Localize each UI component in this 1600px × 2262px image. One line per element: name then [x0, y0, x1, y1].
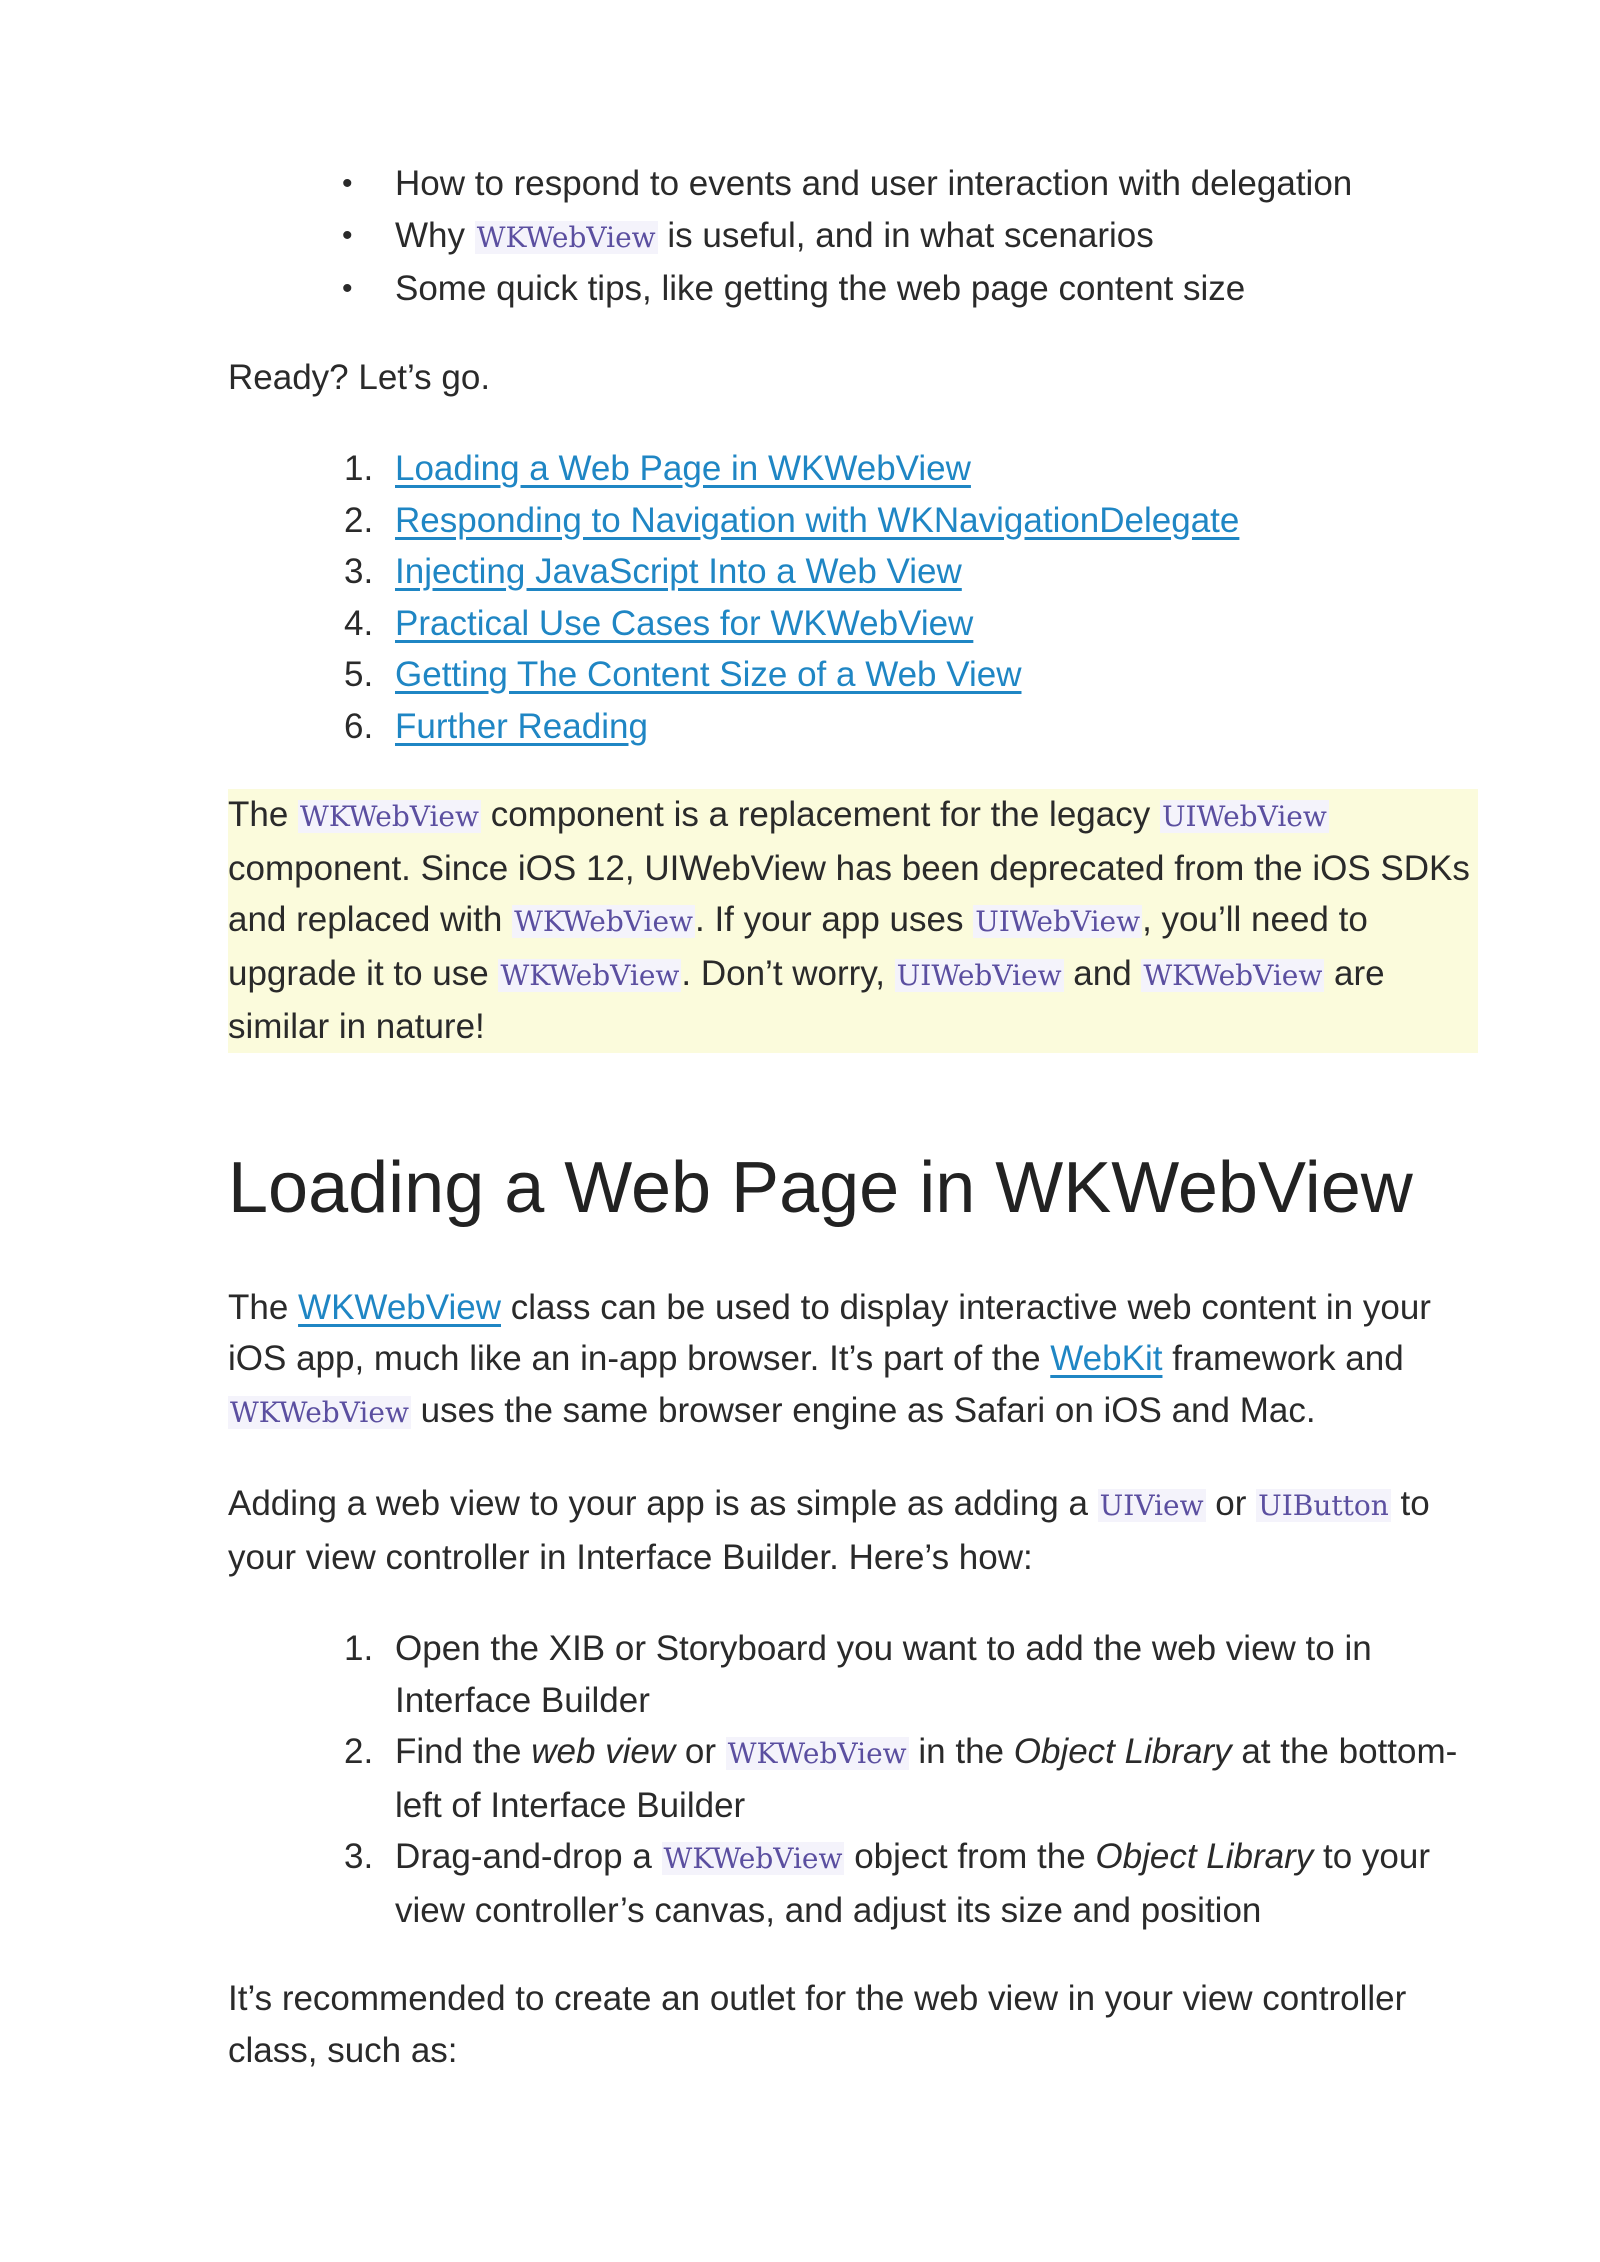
toc-item: [228, 495, 1478, 547]
callout-text: component is a replacement for the legacy: [480, 795, 1160, 834]
inline-code: UIWebView: [975, 905, 1141, 938]
adding-paragraph: [228, 1478, 1478, 1583]
callout-text: are similar in nature!: [228, 953, 1385, 1046]
toc-link-use-cases[interactable]: Practical Use Cases for WKWebView: [395, 603, 974, 643]
step-item: [228, 1726, 1478, 1831]
step-text: Drag-and-drop a: [395, 1837, 662, 1876]
inline-code: UIView: [1099, 1489, 1204, 1522]
paragraph-text: Adding a web view to your app is as simple as adding a: [228, 1484, 1098, 1523]
toc-item: [228, 443, 1478, 495]
step-number: 1.: [344, 1629, 374, 1668]
callout-text: component. Since iOS 12, UIWebView has been deprecated from the iOS SDKs and replaced with: [228, 848, 1470, 939]
toc-number: 2.: [344, 500, 374, 540]
callout-text: and: [1063, 953, 1142, 993]
toc-link-javascript[interactable]: Injecting JavaScript Into a Web View: [395, 552, 962, 591]
inline-code: UIButton: [1258, 1489, 1389, 1522]
step-text: Find the: [395, 1732, 532, 1771]
wkwebview-link[interactable]: WKWebView: [298, 1287, 501, 1327]
toc-link-navigation[interactable]: Responding to Navigation with WKNavigationDelegate: [395, 500, 1240, 540]
toc-item: [228, 546, 1478, 598]
toc-number: 5.: [344, 655, 374, 694]
webkit-link[interactable]: WebKit: [1050, 1339, 1163, 1378]
bullet-text: is useful, and in what scenarios: [657, 215, 1154, 255]
callout-note: [228, 789, 1478, 1053]
emphasis: Object Library: [1095, 1837, 1314, 1876]
paragraph-text: uses the same browser engine as Safari on iOS and Mac.: [410, 1390, 1316, 1430]
list-item: [228, 158, 1478, 210]
inline-code: WKWebView: [230, 1395, 409, 1429]
inline-code: WKWebView: [663, 1842, 843, 1875]
paragraph-text: class can be used to display interactive web content in your iOS app, much like an in-app browser. It’s part of the: [228, 1287, 1431, 1378]
steps-list: [228, 1623, 1478, 1936]
summary-bullet-list: [228, 158, 1478, 315]
toc-number: 1.: [344, 449, 374, 488]
list-item: [228, 210, 1478, 264]
bullet-text: Some quick tips, like getting the web page content size: [395, 269, 1246, 308]
paragraph-text: to your view controller in Interface Builder. Here’s how:: [228, 1484, 1430, 1577]
toc-item: [228, 598, 1478, 650]
toc-number: 3.: [344, 552, 374, 591]
inline-code: UIWebView: [1161, 800, 1327, 833]
toc-link-further-reading[interactable]: Further Reading: [395, 706, 648, 746]
toc-link-content-size[interactable]: Getting The Content Size of a Web View: [395, 655, 1022, 694]
inline-code: WKWebView: [514, 905, 693, 938]
section-heading: Loading a Web Page in WKWebView: [228, 1147, 1413, 1228]
inline-code: WKWebView: [500, 958, 680, 992]
step-text: Open the XIB or Storyboard you want to add the web view to in Interface Builder: [395, 1629, 1372, 1720]
toc-number: 6.: [344, 706, 374, 746]
paragraph-text: The: [228, 1287, 299, 1327]
emphasis: Object Library: [1013, 1732, 1232, 1771]
inline-code: UIWebView: [896, 958, 1062, 992]
step-number: 2.: [344, 1732, 374, 1771]
toc-item: [228, 701, 1478, 753]
inline-code: WKWebView: [1143, 958, 1323, 992]
callout-text: , you’ll need to upgrade it to use: [228, 900, 1368, 993]
inline-code: WKWebView: [727, 1737, 907, 1770]
list-item: [228, 263, 1478, 315]
inline-code: WKWebView: [300, 800, 479, 833]
step-text: at the bottom-left of Interface Builder: [395, 1732, 1458, 1825]
callout-text: The: [228, 795, 299, 834]
bullet-text: Why: [395, 215, 475, 255]
inline-code: WKWebView: [476, 220, 656, 254]
toc-number: 4.: [344, 603, 374, 643]
article-content: [228, 158, 1478, 2076]
emphasis: web view: [531, 1732, 676, 1771]
step-text: or: [675, 1732, 726, 1771]
step-text: object from the: [844, 1837, 1096, 1876]
paragraph-text: framework and: [1162, 1339, 1404, 1378]
table-of-contents: [228, 443, 1478, 752]
step-text: to your view controller’s canvas, and adjust its size and position: [395, 1837, 1431, 1930]
intro-paragraph: [228, 1282, 1478, 1439]
paragraph-text: or: [1205, 1484, 1257, 1523]
step-text: in the: [908, 1732, 1014, 1771]
step-number: 3.: [344, 1837, 374, 1876]
step-item: [228, 1623, 1478, 1726]
callout-text: . Don’t worry,: [681, 953, 895, 993]
ready-text: Ready? Let’s go.: [228, 357, 491, 397]
outlet-paragraph: It’s recommended to create an outlet for the web view in your view controller class, such as:: [228, 1979, 1407, 2070]
callout-text: . If your app uses: [695, 900, 974, 939]
toc-item: [228, 649, 1478, 701]
toc-link-loading[interactable]: Loading a Web Page in WKWebView: [395, 449, 971, 488]
bullet-text: How to respond to events and user interaction with delegation: [395, 164, 1353, 203]
step-item: [228, 1831, 1478, 1936]
